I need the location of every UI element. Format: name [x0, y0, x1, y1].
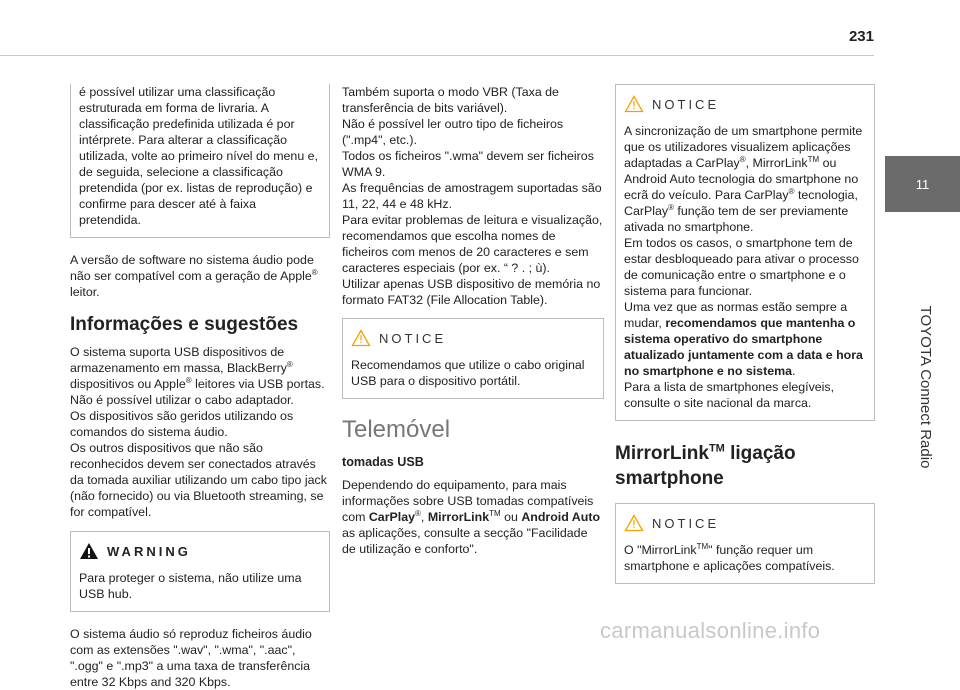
notice-icon — [624, 95, 644, 113]
warning-label: WARNING — [107, 543, 191, 559]
continued-box-text: é possível utilizar uma classificação estruturada em forma de livraria. A classificação predefinida utilizada é por intérprete. Para alterar a classificação utilizada, volte ao primeiro nível do menu e, de seguida, selecione a classificação pretendida (por ex. listas de reprodução) e confirme para descer até à faixa pretendida. — [79, 85, 318, 227]
vbr-paragraph-1: Também suporta o modo VBR (Taxa de transferência de bits variável). — [342, 85, 559, 115]
warning-header — [79, 542, 321, 560]
section-heading-telemovel: Telemóvel — [342, 416, 451, 443]
column-2 — [342, 84, 604, 557]
software-paragraph: A versão de software no sistema áudio pode não ser compatível com a geração de Apple® leitor. — [70, 253, 318, 299]
warning-text: Para proteger o sistema, não utilize uma USB hub. — [79, 571, 302, 601]
notice-header — [351, 329, 595, 347]
notice-icon — [351, 329, 371, 347]
info-paragraph-4: Os outros dispositivos que não são reconhecidos devem ser conectados através da tomada auxiliar utilizando um cabo tipo jack (não fornecido) ou via Bluetooth streaming, se for compatível. — [70, 441, 327, 519]
continued-box — [70, 84, 330, 238]
header-rule — [0, 55, 874, 56]
column-3 — [615, 84, 875, 584]
chapter-title: TOYOTA Connect Radio — [917, 305, 934, 469]
chapter-tab: 11 — [885, 156, 960, 212]
subheading-usb: tomadas USB — [342, 455, 424, 469]
page-number: 231 — [848, 28, 874, 45]
notice-paragraph-2: Em todos os casos, o smartphone tem de estar desbloqueado para ativar o processo de comunicação entre o smartphone e o sistema para funcionar. — [624, 236, 859, 298]
info-paragraph: O sistema suporta USB dispositivos de armazenamento em massa, BlackBerry® dispositivos ou Apple® leitores via USB portas. — [70, 345, 325, 391]
notice-paragraph-4: Para a lista de smartphones elegíveis, consulte o site nacional da marca. — [624, 380, 835, 410]
watermark: carmanualsonline.info — [600, 618, 821, 643]
section-heading-info: Informações e sugestões — [70, 314, 299, 335]
notice-paragraph-3: Uma vez que as normas estão sempre a mudar, recomendamos que mantenha o sistema operativo do smartphone atualizado juntamente com a data e hora no smartphone e no sistema. — [624, 300, 863, 378]
vbr-paragraph-4: As frequências de amostragem suportadas são 11, 22, 44 e 48 kHz. — [342, 181, 602, 211]
notice-icon — [624, 514, 644, 532]
info-paragraph-2: Não é possível utilizar o cabo adaptador. — [70, 393, 294, 407]
notice-header — [624, 514, 866, 532]
vbr-paragraph-2: Não é possível ler outro tipo de ficheiros (".mp4", etc.). — [342, 117, 564, 147]
notice-label: NOTICE — [652, 96, 720, 112]
section-heading-mirrorlink: MirrorLink™ ligação smartphone — [615, 442, 796, 489]
notice-text: Recomendamos que utilize o cabo original USB para o dispositivo portátil. — [351, 358, 585, 388]
vbr-paragraph-6: Utilizar apenas USB dispositivo de memória no formato FAT32 (File Allocation Table). — [342, 277, 601, 307]
notice-box-smartphone — [615, 84, 875, 421]
notice-box-mirrorlink — [615, 503, 875, 584]
formats-paragraph: O sistema áudio só reproduz ficheiros áudio com as extensões ".wav", ".wma", ".aac", ".ogg" e ".mp3" a uma taxa de transferência entre 32 Kbps and 320 Kbps. — [70, 627, 312, 689]
notice-label: NOTICE — [379, 330, 447, 346]
warning-box — [70, 531, 330, 612]
notice-box-usb — [342, 318, 604, 399]
notice-paragraph-1: A sincronização de um smartphone permite que os utilizadores visualizem aplicações adaptadas a CarPlay®, MirrorLink™ ou Android Auto tecnologia do smartphone no ecrã do veículo. Para CarPlay® tecnologia, CarPlay® função tem de ser previamente ativada no smartphone. — [624, 124, 863, 234]
vbr-paragraph-5: Para evitar problemas de leitura e visualização, recomendamos que escolha nomes de ficheiros com menos de 20 caracteres e sem caracteres especiais (por ex. “ ? . ; ù). — [342, 213, 603, 275]
vbr-paragraph-3: Todos os ficheiros ".wma" devem ser ficheiros WMA 9. — [342, 149, 594, 179]
notice-mirrorlink-text: O "MirrorLink™" função requer um smartphone e aplicações compatíveis. — [624, 541, 835, 573]
column-1 — [70, 84, 330, 690]
dependency-paragraph: Dependendo do equipamento, para mais informações sobre USB tomadas compatíveis com CarPlay®, MirrorLink™ ou Android Auto as aplicações, consulte a secção "Facilidade de utilização e conforto". — [342, 478, 601, 556]
notice-header — [624, 95, 866, 113]
notice-label: NOTICE — [652, 515, 720, 531]
warning-icon — [79, 542, 99, 560]
info-paragraph-3: Os dispositivos são geridos utilizando os comandos do sistema áudio. — [70, 409, 294, 439]
